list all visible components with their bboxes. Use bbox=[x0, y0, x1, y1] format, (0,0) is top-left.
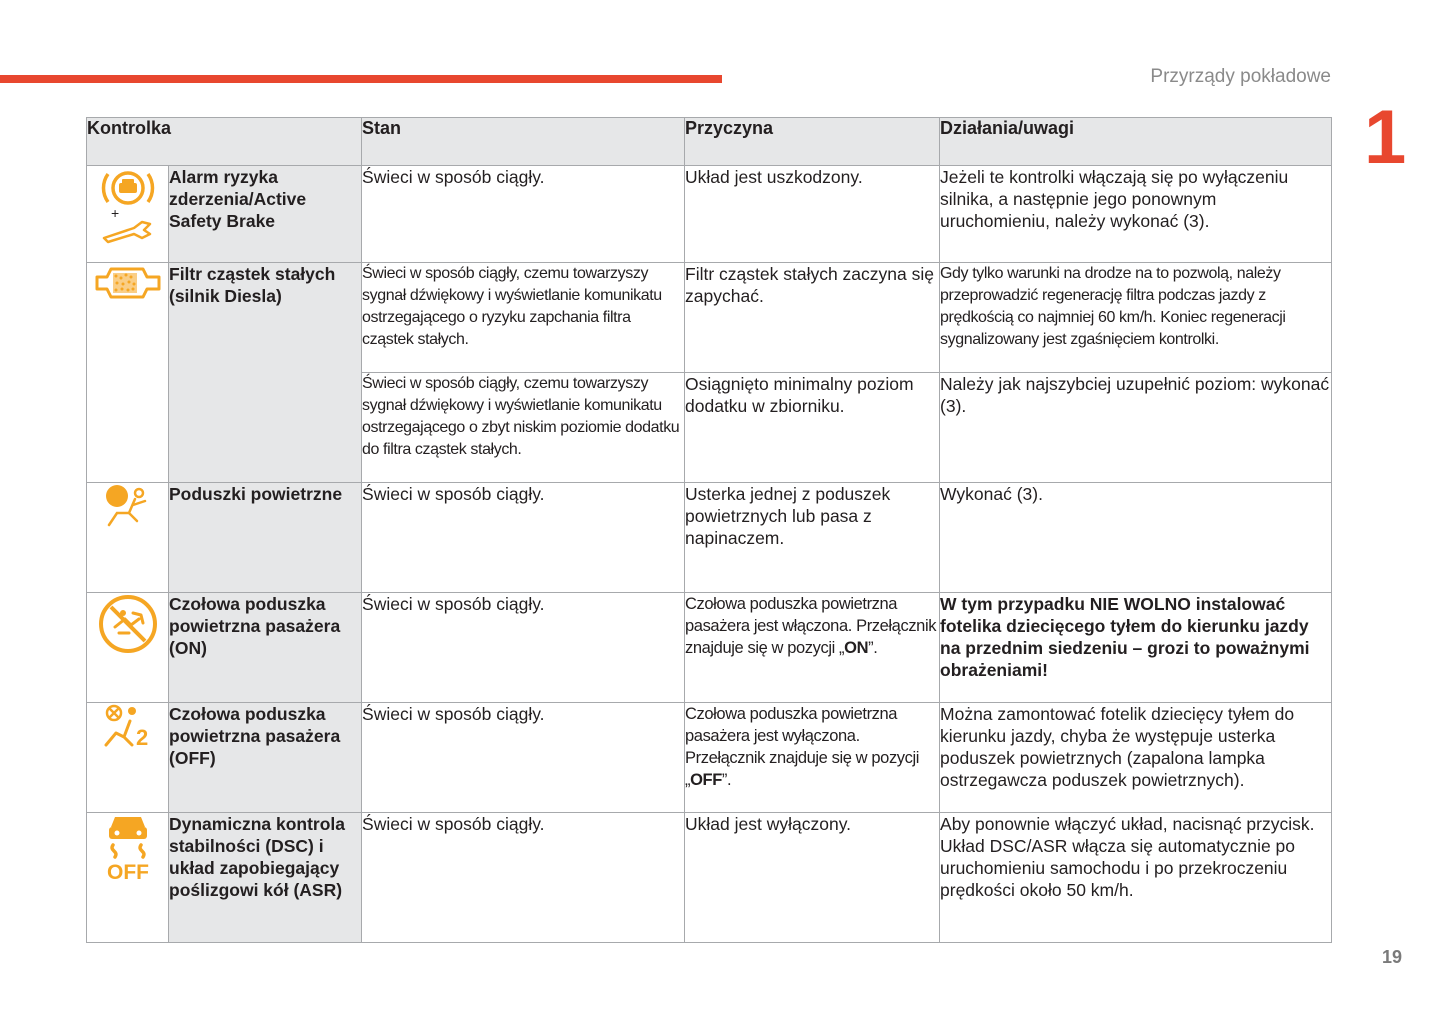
przyczyna-cell bbox=[685, 593, 940, 703]
passenger-airbag-on-icon bbox=[87, 593, 168, 655]
light-name: Czołowa poduszka powietrzna pasażera (ON) bbox=[169, 593, 362, 703]
dzialania-cell: W tym przypadku NIE WOLNO instalować fotelika dziecięcego tyłem do kierunku jazdy na przednim siedzeniu – grozi to poważnymi obrażeniami! bbox=[940, 593, 1332, 703]
stan-cell: Świeci w sposób ciągły, czemu towarzyszy sygnał dźwiękowy i wyświetlanie komunikatu ostrzegającego o ryzyku zapchania filtra cząstek stałych. bbox=[362, 263, 685, 373]
dzialania-cell: Należy jak najszybciej uzupełnić poziom: wykonać (3). bbox=[940, 373, 1332, 483]
light-name: Dynamiczna kontrola stabilności (DSC) i układ zapobiegający poślizgowi kół (ASR) bbox=[169, 813, 362, 943]
table-row bbox=[87, 166, 1332, 263]
dzialania-cell: Wykonać (3). bbox=[940, 483, 1332, 593]
table-row bbox=[87, 813, 1332, 943]
light-name: Poduszki powietrzne bbox=[169, 483, 362, 593]
light-name: Filtr cząstek stałych (silnik Diesla) bbox=[169, 263, 362, 483]
top-accent-bar bbox=[0, 75, 722, 83]
table-header-row bbox=[87, 118, 1332, 166]
stan-cell: Świeci w sposób ciągły. bbox=[362, 813, 685, 943]
dsc-off-icon bbox=[87, 813, 168, 883]
airbag-icon bbox=[87, 483, 168, 527]
page-number: 19 bbox=[1382, 947, 1403, 967]
warning-lights-table bbox=[86, 117, 1332, 943]
przyczyna-cell: Układ jest uszkodzony. bbox=[685, 166, 940, 263]
svg-text:+: + bbox=[110, 205, 119, 221]
light-name: Czołowa poduszka powietrzna pasażera (OFF) bbox=[169, 703, 362, 813]
svg-text:2: 2 bbox=[135, 725, 148, 749]
icon-cell bbox=[87, 813, 169, 943]
dsc-off-label: OFF bbox=[106, 861, 149, 883]
dzialania-line-2: Układ DSC/ASR włącza się automatycznie po uruchomieniu samochodu i po przekroczeniu prędkości około 50 km/h. bbox=[940, 836, 1296, 900]
light-name: Alarm ryzyka zderzenia/Active Safety Brake bbox=[169, 166, 362, 263]
header-przyczyna: Przyczyna bbox=[685, 118, 940, 166]
table-row bbox=[87, 483, 1332, 593]
przyczyna-cell: Osiągnięto minimalny poziom dodatku w zbiorniku. bbox=[685, 373, 940, 483]
icon-cell bbox=[87, 263, 169, 483]
header-kontrolka: Kontrolka bbox=[87, 118, 362, 166]
przyczyna-text: Czołowa poduszka powietrzna pasażera jest włączona. Przełącznik znajduje się w pozycji „ bbox=[685, 595, 937, 657]
dzialania-cell: Gdy tylko warunki na drodze na to pozwolą, należy przeprowadzić regenerację filtra podczas jazdy z prędkością co najmniej 60 km/h. Koniec regeneracji sygnalizowany jest zgaśnięciem kontrolki. bbox=[940, 263, 1332, 373]
stan-cell: Świeci w sposób ciągły. bbox=[362, 483, 685, 593]
dzialania-cell: Można zamontować fotelik dziecięcy tyłem do kierunku jazdy, chyba że występuje usterka poduszek powietrznych (zapalona lampka ostrzegawcza poduszek powietrznych). bbox=[940, 703, 1332, 813]
przyczyna-cell: Filtr cząstek stałych zaczyna się zapychać. bbox=[685, 263, 940, 373]
icon-cell bbox=[87, 483, 169, 593]
przyczyna-cell bbox=[685, 703, 940, 813]
dzialania-line-1: Aby ponownie włączyć układ, nacisnąć przycisk. bbox=[940, 814, 1315, 834]
table-row bbox=[87, 703, 1332, 813]
dzialania-cell bbox=[940, 813, 1332, 943]
switch-position: ON bbox=[844, 639, 869, 657]
passenger-airbag-off-icon bbox=[87, 703, 168, 749]
przyczyna-cell: Usterka jednej z poduszek powietrznych lub pasa z napinaczem. bbox=[685, 483, 940, 593]
header-dzialania: Działania/uwagi bbox=[940, 118, 1332, 166]
icon-cell bbox=[87, 166, 169, 263]
particle-filter-icon bbox=[87, 263, 168, 303]
table-row bbox=[87, 263, 1332, 373]
przyczyna-text: Czołowa poduszka powietrzna pasażera jest wyłączona. Przełącznik znajduje się w pozycji „ bbox=[685, 705, 920, 789]
icon-cell bbox=[87, 593, 169, 703]
stan-cell: Świeci w sposób ciągły. bbox=[362, 166, 685, 263]
stan-cell: Świeci w sposób ciągły. bbox=[362, 593, 685, 703]
przyczyna-cell: Układ jest wyłączony. bbox=[685, 813, 940, 943]
switch-position: OFF bbox=[690, 771, 722, 789]
stan-cell: Świeci w sposób ciągły, czemu towarzyszy sygnał dźwiękowy i wyświetlanie komunikatu ostrzegającego o zbyt niskim poziomie dodatku do filtra cząstek stałych. bbox=[362, 373, 685, 483]
dzialania-cell: Jeżeli te kontrolki włączają się po wyłączeniu silnika, a następnie jego ponownym uruchomieniu, należy wykonać (3). bbox=[940, 166, 1332, 263]
stan-cell: Świeci w sposób ciągły. bbox=[362, 703, 685, 813]
przyczyna-end: ”. bbox=[721, 771, 732, 789]
table-row bbox=[87, 593, 1332, 703]
section-title: Przyrządy pokładowe bbox=[1150, 66, 1331, 87]
przyczyna-end: ”. bbox=[868, 639, 878, 657]
chapter-number: 1 bbox=[1364, 95, 1407, 180]
header-stan: Stan bbox=[362, 118, 685, 166]
collision-alert-icon bbox=[87, 166, 168, 248]
icon-cell bbox=[87, 703, 169, 813]
